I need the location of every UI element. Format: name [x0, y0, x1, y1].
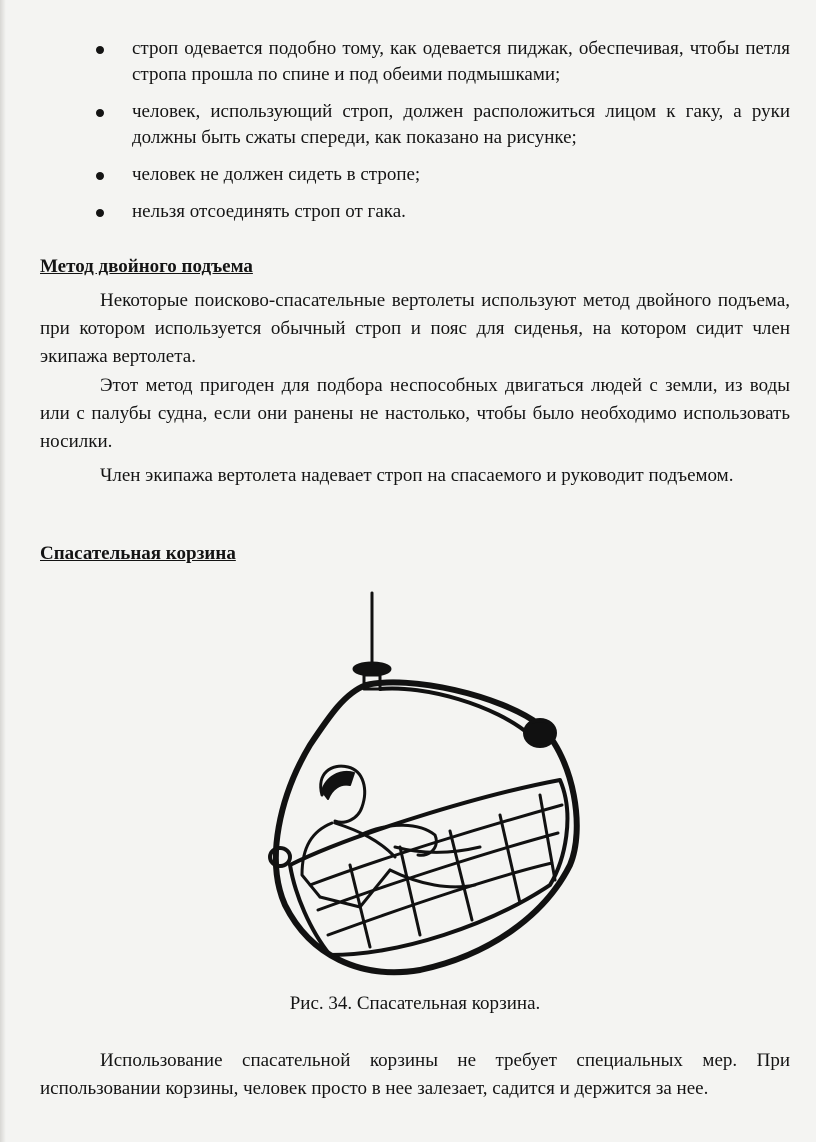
scan-edge: [0, 0, 6, 1142]
list-item-text: строп одевается подобно тому, как одевается пиджак, обеспечивая, чтобы петля стропа прошла по спине и под обеими подмышками;: [132, 38, 790, 85]
bullet-icon: [96, 172, 104, 180]
paragraph: Некоторые поисково-спасательные вертолеты используют метод двойного подъема, при котором используется обычный строп и пояс для сиденья, на котором сидит член экипажа вертолета.: [40, 290, 790, 367]
bullet-icon: [96, 109, 104, 117]
section-heading-double-lift: Метод двойного подъема: [40, 256, 253, 277]
rescue-basket-illustration: [240, 585, 600, 980]
bullet-icon: [96, 46, 104, 54]
bullet-icon: [96, 209, 104, 217]
paragraph: Член экипажа вертолета надевает строп на спасаемого и руководит подъемом.: [100, 465, 734, 486]
list-item: [96, 36, 790, 88]
list-item: [96, 162, 790, 188]
list-item: [96, 199, 790, 225]
list-item: [96, 99, 790, 151]
list-item-text: человек, использующий строп, должен расположиться лицом к гаку, а руки должны быть сжаты спереди, как показано на рисунке;: [132, 101, 790, 148]
paragraph: Этот метод пригоден для подбора неспособных двигаться людей с земли, из воды или с палубы судна, если они ранены не настолько, чтобы было необходимо использовать носилки.: [40, 375, 790, 452]
section-heading-rescue-basket: Спасательная корзина: [40, 543, 236, 564]
instruction-list: [96, 36, 790, 236]
paragraph: Использование спасательной корзины не требует специальных мер. При использовании корзины, человек просто в нее залезает, садится и держится за нее.: [40, 1050, 790, 1099]
figure-caption: Рис. 34. Спасательная корзина.: [289, 993, 541, 1014]
list-item-text: нельзя отсоединять строп от гака.: [132, 201, 406, 222]
list-item-text: человек не должен сидеть в стропе;: [132, 164, 421, 185]
